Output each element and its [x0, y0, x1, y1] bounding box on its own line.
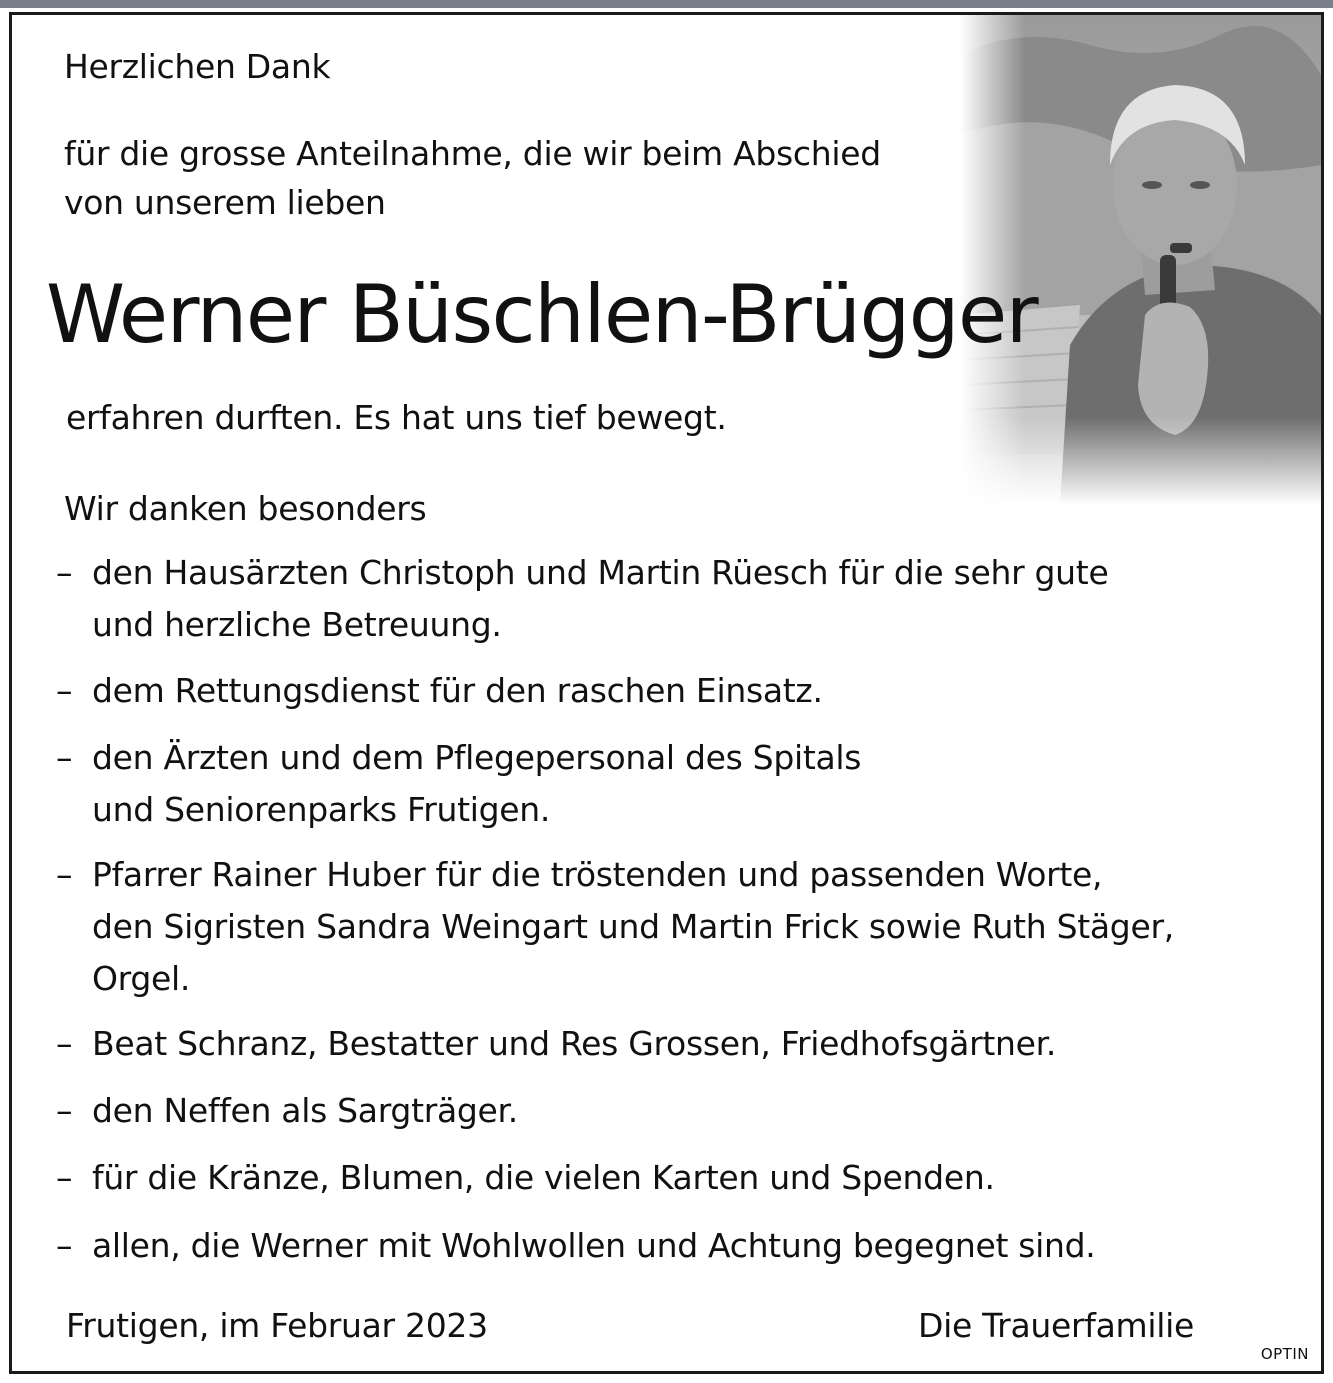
item-line: und herzliche Betreuung.: [92, 605, 502, 644]
item-line: den Hausärzten Christoph und Martin Rüesch für die sehr gute: [92, 553, 1109, 592]
portrait-photo: [960, 15, 1321, 505]
bullet-dash: –: [56, 855, 73, 894]
item-line: dem Rettungsdienst für den raschen Einsatz.: [92, 671, 823, 710]
thanks-item: [56, 849, 1174, 1005]
deceased-name: Werner Büschlen-Brügger: [46, 268, 1038, 361]
thanks-item: [56, 1018, 1056, 1070]
bullet-dash: –: [56, 1226, 73, 1265]
thanks-item: [56, 547, 1108, 651]
place-date: Frutigen, im Februar 2023: [66, 1306, 488, 1345]
item-line: Pfarrer Rainer Huber für die tröstenden und passenden Worte,: [92, 855, 1103, 894]
item-line: den Ärzten und dem Pflegepersonal des Spitals: [92, 738, 862, 777]
bullet-dash: –: [56, 671, 73, 710]
thanks-item: [56, 1152, 995, 1204]
bullet-dash: –: [56, 1024, 73, 1063]
thanks-item: [56, 1085, 518, 1137]
item-line: Beat Schranz, Bestatter und Res Grossen, Friedhofsgärtner.: [92, 1024, 1057, 1063]
thanks-item: [56, 665, 823, 717]
item-line: den Sigristen Sandra Weingart und Martin Frick sowie Ruth Stäger,: [92, 907, 1174, 946]
greeting-heading: Herzlichen Dank: [64, 47, 331, 86]
thanks-item: [56, 1220, 1096, 1272]
obituary-notice: [9, 12, 1324, 1374]
bullet-dash: –: [56, 553, 73, 592]
signature: Die Trauerfamilie: [918, 1306, 1194, 1345]
bullet-dash: –: [56, 1158, 73, 1197]
top-edge-bar: [0, 0, 1333, 8]
bullet-dash: –: [56, 738, 73, 777]
intro-line-1: für die grosse Anteilnahme, die wir beim Abschied: [64, 134, 881, 173]
thanks-heading: Wir danken besonders: [64, 489, 427, 528]
bullet-dash: –: [56, 1091, 73, 1130]
item-line: allen, die Werner mit Wohlwollen und Achtung begegnet sind.: [92, 1226, 1096, 1265]
after-name-line: erfahren durften. Es hat uns tief bewegt.: [66, 398, 727, 437]
item-line: und Seniorenparks Frutigen.: [92, 790, 551, 829]
item-line: Orgel.: [92, 959, 191, 998]
item-line: den Neffen als Sargträger.: [92, 1091, 518, 1130]
optin-label: OPTIN: [1260, 1345, 1309, 1363]
thanks-item: [56, 732, 861, 836]
item-line: für die Kränze, Blumen, die vielen Karten und Spenden.: [92, 1158, 995, 1197]
intro-line-2: von unserem lieben: [64, 183, 386, 222]
